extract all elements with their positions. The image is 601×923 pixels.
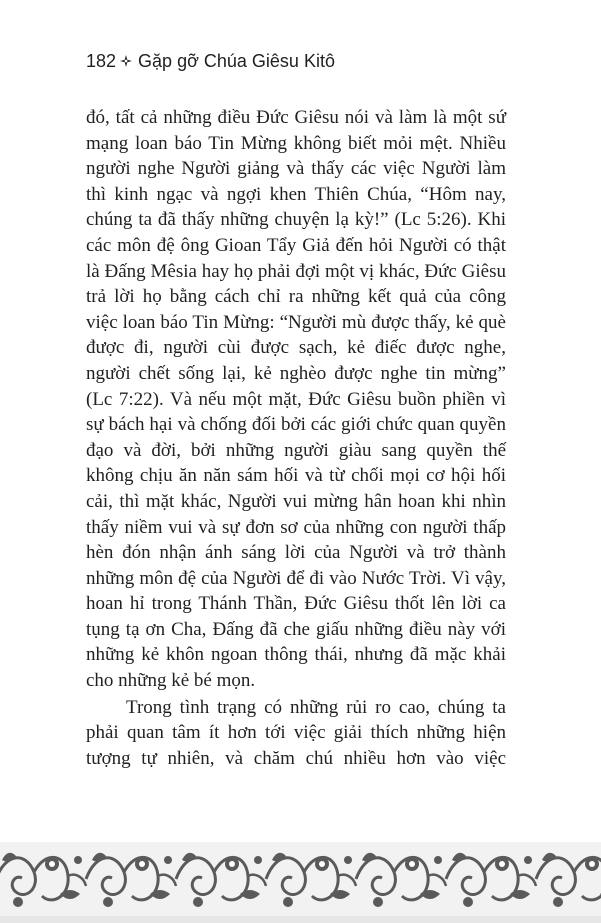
page-number: 182: [86, 50, 117, 71]
floral-border-ornament-icon: [0, 842, 601, 916]
paragraph: đó, tất cả những điều Đức Giêsu nói và làm là một sứ mạng loan báo Tin Mừng không biết mỏi mệt. Nhiều người nghe Người giảng và thấy các việc Người làm thì kinh ngạc và ngợi khen Thiên Chúa, “Hôm nay, chúng ta đã thấy những chuyện lạ kỳ!” (Lc 5:26). Khi các môn đệ ông Gioan Tẩy Giả đến hỏi Người có thật là Đấng Mêsia hay họ phải đợi một vị khác, Đức Giêsu trả lời họ bằng cách chỉ ra những kết quả của công việc loan báo Tin Mừng: “Người mù được thấy, kẻ què được đi, người cùi được sạch, kẻ điếc được nghe, người chết sống lại, kẻ nghèo được nghe tin mừng” (Lc 7:22). Và nếu một mặt, Đức Giêsu buồn phiền vì sự bách hại và chống đối bởi các giới chức quan quyền đạo và đời, bởi những người giàu sang quyền thế không chịu ăn năn sám hối và từ chối mọi cơ hội hối cải, thì mặt khác, Người vui mừng hân hoan khi nhìn thấy niềm vui và sự đơn sơ của những con người thấp hèn đón nhận ánh sáng lời của Người và trở thành những môn đệ của Người để đi vào Nước Trời. Vì vậy, hoan hỉ trong Thánh Thần, Đức Giêsu thốt lên lời ca tụng tạ ơn Cha, Đấng đã che giấu những điều này với những kẻ khôn ngoan thông thái, nhưng đã mặc khải cho những kẻ bé mọn.: [86, 107, 506, 692]
book-title: Gặp gỡ Chúa Giêsu Kitô: [138, 50, 335, 71]
body-text: [86, 105, 506, 771]
paragraph: Trong tình trạng có những rủi ro cao, chúng ta phải quan tâm ít hơn tới việc giải thích những hiện tượng tự nhiên, và chăm chú nhiều hơn vào việc: [86, 696, 506, 769]
page-edge: [0, 916, 601, 923]
cross-ornament-icon: [120, 55, 132, 67]
running-header: [86, 48, 335, 74]
